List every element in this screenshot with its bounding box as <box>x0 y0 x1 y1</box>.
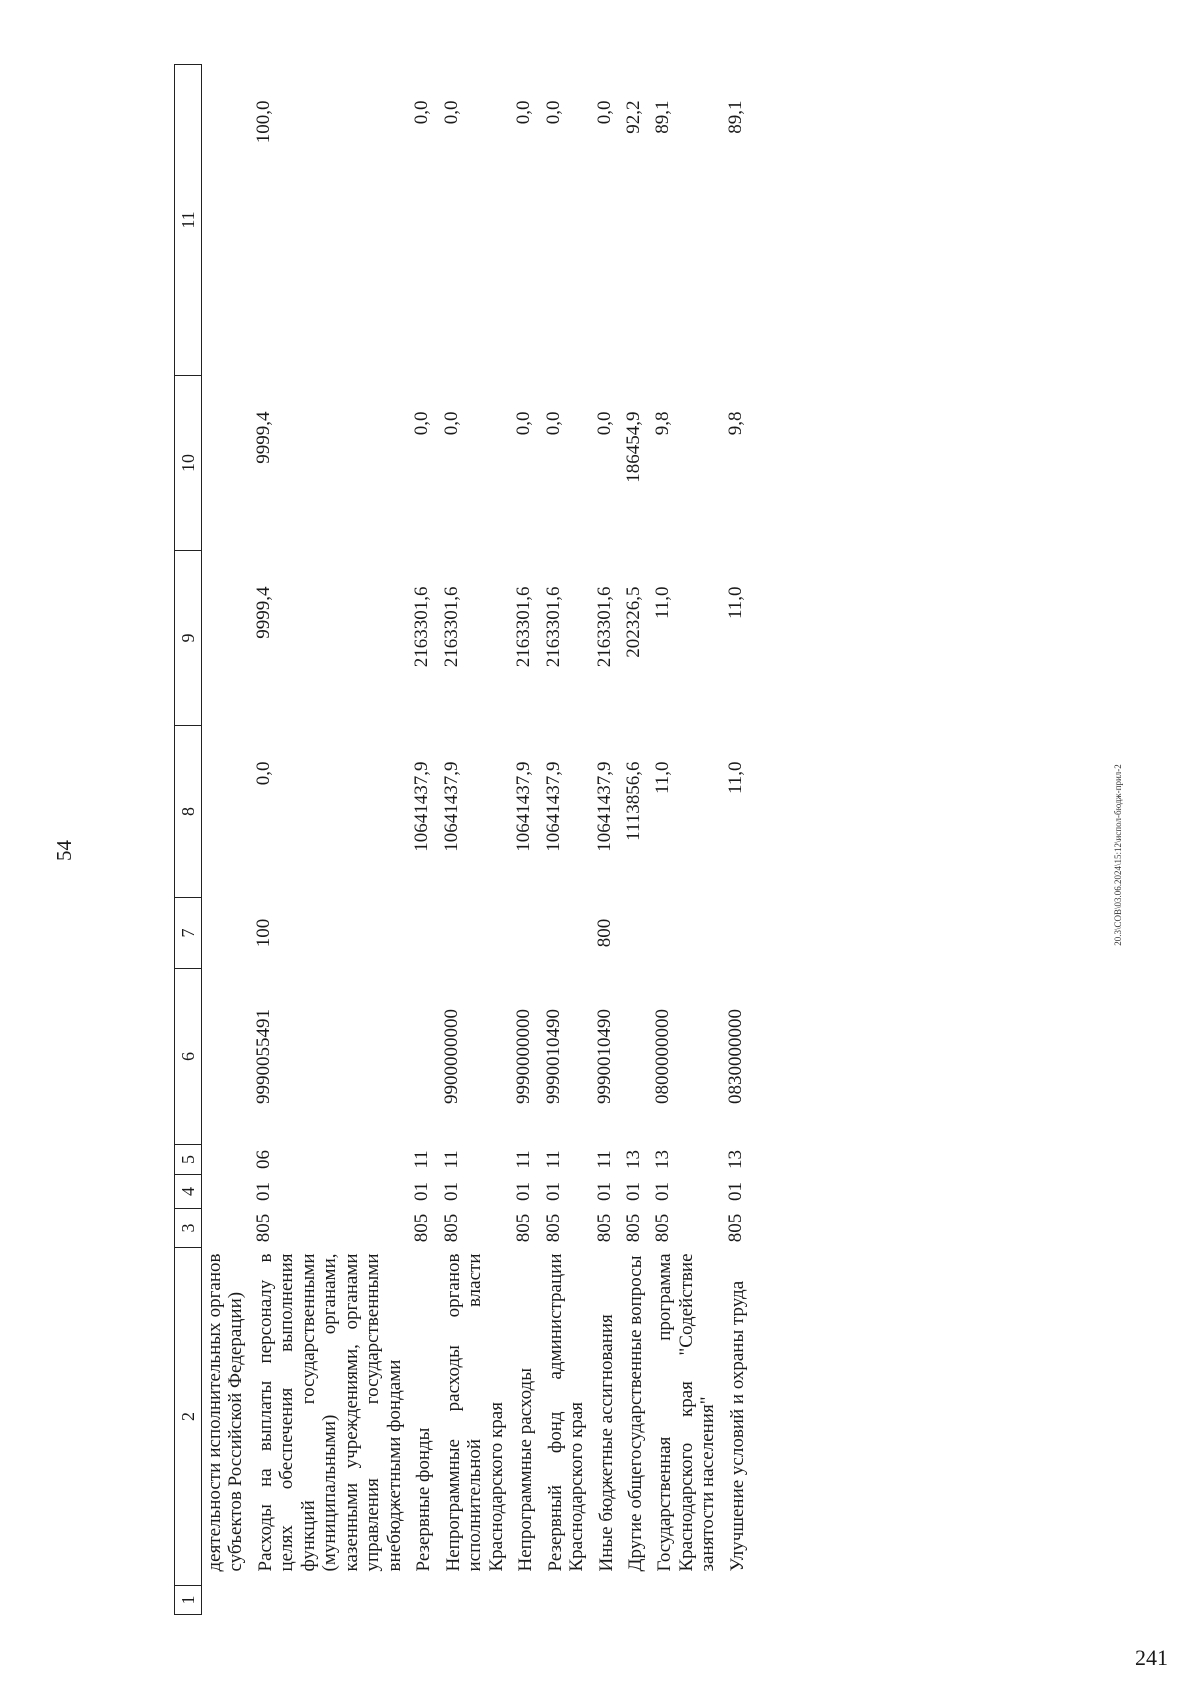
table-row <box>513 65 542 1615</box>
executed-amount-cell: 0,0 <box>440 411 462 436</box>
row-name-cell: Другие общегосударственные вопросы <box>624 1255 646 1572</box>
column-header: 6 <box>175 969 202 1145</box>
row-number-cell <box>253 1586 411 1615</box>
section-code-cell: 01 <box>542 1182 564 1201</box>
subsection-code-cell: 11 <box>440 1150 462 1169</box>
section-code-cell: 01 <box>724 1182 746 1201</box>
page-number: 54 <box>52 840 76 861</box>
expense-type-cell: 100 <box>252 918 274 948</box>
expense-type-cell <box>725 898 754 969</box>
table-body <box>202 65 755 1615</box>
row-number-cell <box>652 1586 724 1615</box>
document-footer-code: 20.3\СОВ\03.06.2024\15:12\испол-бюдж-прил-2 <box>1113 764 1123 946</box>
subsection-code-cell: 11 <box>411 1150 433 1169</box>
section-code-cell: 01 <box>593 1182 615 1201</box>
subsection-code-cell: 06 <box>252 1150 274 1169</box>
plan-amount-cell: 1113856,6 <box>622 761 644 841</box>
section-code-cell <box>202 1175 253 1209</box>
refined-plan-cell: 2163301,6 <box>593 586 615 668</box>
executed-amount-cell: 0,0 <box>593 411 615 436</box>
target-article-cell: 9990010490 <box>542 1009 564 1104</box>
expense-type-cell <box>411 898 440 969</box>
executed-amount-cell: 9,8 <box>724 411 746 436</box>
target-article-cell: 9990055491 <box>252 1009 274 1104</box>
row-name-cell: Расходы на выплаты персоналу в целях обеспечения выполнения функций государственными (муниципальными) органами, казенными учреждениями, органами управления государственными внебюджетными фондами <box>254 1253 405 1572</box>
target-article-cell: 9900000000 <box>440 1009 462 1104</box>
column-header: 9 <box>175 551 202 726</box>
row-number-cell <box>513 1586 542 1615</box>
row-name-cell: Государственная программа Краснодарского края "Содействие занятости населения" <box>654 1253 719 1572</box>
executed-amount-cell: 9,8 <box>652 411 674 436</box>
grbs-code-cell: 805 <box>542 1213 564 1243</box>
executed-amount-cell: 0,0 <box>513 411 535 436</box>
row-name-cell: Непрограммные расходы <box>515 1368 537 1572</box>
grbs-code-cell: 805 <box>513 1213 535 1243</box>
plan-amount-cell: 10641437,9 <box>593 761 615 852</box>
subsection-code-cell: 13 <box>622 1150 644 1169</box>
row-number-cell <box>202 1586 253 1615</box>
section-code-cell: 01 <box>622 1182 644 1201</box>
executed-amount-cell: 9999,4 <box>252 411 274 464</box>
plan-amount-cell <box>202 726 253 898</box>
plan-amount-cell: 11,0 <box>724 761 746 795</box>
refined-plan-cell <box>202 551 253 726</box>
expense-type-cell <box>623 898 652 969</box>
refined-plan-cell: 2163301,6 <box>513 586 535 668</box>
expense-type-cell <box>652 898 724 969</box>
execution-percent-cell: 0,0 <box>593 100 615 125</box>
row-name-cell: Иные бюджетные ассигнования <box>595 1314 617 1572</box>
refined-plan-cell: 2163301,6 <box>542 586 564 668</box>
folio-number: 241 <box>1135 1645 1168 1670</box>
execution-percent-cell: 0,0 <box>542 100 564 125</box>
subsection-code-cell: 13 <box>724 1150 746 1169</box>
column-header: 8 <box>175 726 202 898</box>
grbs-code-cell: 805 <box>652 1213 674 1243</box>
table-row <box>594 65 623 1615</box>
section-code-cell: 01 <box>252 1182 274 1201</box>
target-article-cell: 9990010490 <box>593 1009 615 1104</box>
target-article-cell <box>623 969 652 1145</box>
table-row <box>441 65 513 1615</box>
column-header: 11 <box>175 65 202 376</box>
subsection-code-cell: 11 <box>593 1150 615 1169</box>
grbs-code-cell: 805 <box>411 1213 433 1243</box>
grbs-code-cell: 805 <box>252 1213 274 1243</box>
grbs-code-cell: 805 <box>622 1213 644 1243</box>
refined-plan-cell: 2163301,6 <box>440 586 462 668</box>
execution-percent-cell: 89,1 <box>652 100 674 134</box>
execution-percent-cell: 0,0 <box>513 100 535 125</box>
subsection-code-cell: 11 <box>513 1150 535 1169</box>
table-row <box>411 65 440 1615</box>
plan-amount-cell: 0,0 <box>252 761 274 786</box>
budget-table-rotated <box>174 65 1024 1615</box>
section-code-cell: 01 <box>513 1182 535 1201</box>
refined-plan-cell: 11,0 <box>724 586 746 620</box>
executed-amount-cell: 0,0 <box>542 411 564 436</box>
execution-percent-cell: 0,0 <box>411 100 433 125</box>
row-name-cell: деятельности исполнительных органов субъектов Российской Федерации) <box>204 1253 247 1572</box>
executed-amount-cell <box>202 376 253 551</box>
grbs-code-cell <box>202 1209 253 1248</box>
target-article-cell: 9990000000 <box>513 1009 535 1104</box>
execution-percent-cell: 89,1 <box>724 100 746 134</box>
section-code-cell: 01 <box>440 1182 462 1201</box>
target-article-cell: 0800000000 <box>652 1009 674 1104</box>
refined-plan-cell: 202326,5 <box>622 586 644 658</box>
row-number-cell <box>725 1586 754 1615</box>
expense-type-cell <box>513 898 542 969</box>
expense-type-cell <box>543 898 594 969</box>
grbs-code-cell: 805 <box>440 1213 462 1243</box>
column-header: 4 <box>175 1175 202 1209</box>
row-number-cell <box>623 1586 652 1615</box>
table-row <box>253 65 411 1615</box>
row-number-cell <box>441 1586 513 1615</box>
row-name-cell: Непрограммные расходы органов исполнительной власти Краснодарского края <box>442 1253 507 1572</box>
row-name-cell: Резервные фонды <box>413 1427 435 1572</box>
executed-amount-cell: 0,0 <box>411 411 433 436</box>
target-article-cell <box>411 969 440 1145</box>
table-row <box>543 65 594 1615</box>
plan-amount-cell: 11,0 <box>652 761 674 795</box>
refined-plan-cell: 11,0 <box>652 586 674 620</box>
row-name-cell: Резервный фонд администрации Краснодарского края <box>544 1253 588 1572</box>
row-name-cell: Улучшение условий и охраны труда <box>726 1280 748 1572</box>
column-header: 1 <box>175 1586 202 1615</box>
plan-amount-cell: 10641437,9 <box>411 761 433 852</box>
table-row <box>202 65 253 1615</box>
column-header: 3 <box>175 1209 202 1248</box>
plan-amount-cell: 10641437,9 <box>542 761 564 852</box>
subsection-code-cell <box>202 1145 253 1175</box>
plan-amount-cell: 10641437,9 <box>440 761 462 852</box>
refined-plan-cell: 9999,4 <box>252 586 274 639</box>
table-row <box>725 65 754 1615</box>
grbs-code-cell: 805 <box>724 1213 746 1243</box>
target-article-cell <box>202 969 253 1145</box>
row-number-cell <box>543 1586 594 1615</box>
execution-percent-cell: 100,0 <box>252 100 274 144</box>
subsection-code-cell: 13 <box>652 1150 674 1169</box>
table-header-row <box>175 65 202 1615</box>
column-header: 5 <box>175 1145 202 1175</box>
executed-amount-cell: 186454,9 <box>622 411 644 483</box>
expense-type-cell: 800 <box>593 918 615 948</box>
column-header: 10 <box>175 376 202 551</box>
execution-percent-cell: 92,2 <box>622 100 644 134</box>
expense-type-cell <box>441 898 513 969</box>
plan-amount-cell: 10641437,9 <box>513 761 535 852</box>
row-number-cell <box>411 1586 440 1615</box>
execution-percent-cell <box>202 65 253 376</box>
column-header: 7 <box>175 898 202 969</box>
table-row <box>652 65 724 1615</box>
column-header: 2 <box>175 1248 202 1586</box>
section-code-cell: 01 <box>411 1182 433 1201</box>
row-number-cell <box>594 1586 623 1615</box>
execution-percent-cell: 0,0 <box>440 100 462 125</box>
section-code-cell: 01 <box>652 1182 674 1201</box>
target-article-cell: 0830000000 <box>724 1009 746 1104</box>
expense-type-cell <box>202 898 253 969</box>
grbs-code-cell: 805 <box>593 1213 615 1243</box>
table-row <box>623 65 652 1615</box>
subsection-code-cell: 11 <box>542 1150 564 1169</box>
budget-table <box>174 64 754 1615</box>
refined-plan-cell: 2163301,6 <box>411 586 433 668</box>
